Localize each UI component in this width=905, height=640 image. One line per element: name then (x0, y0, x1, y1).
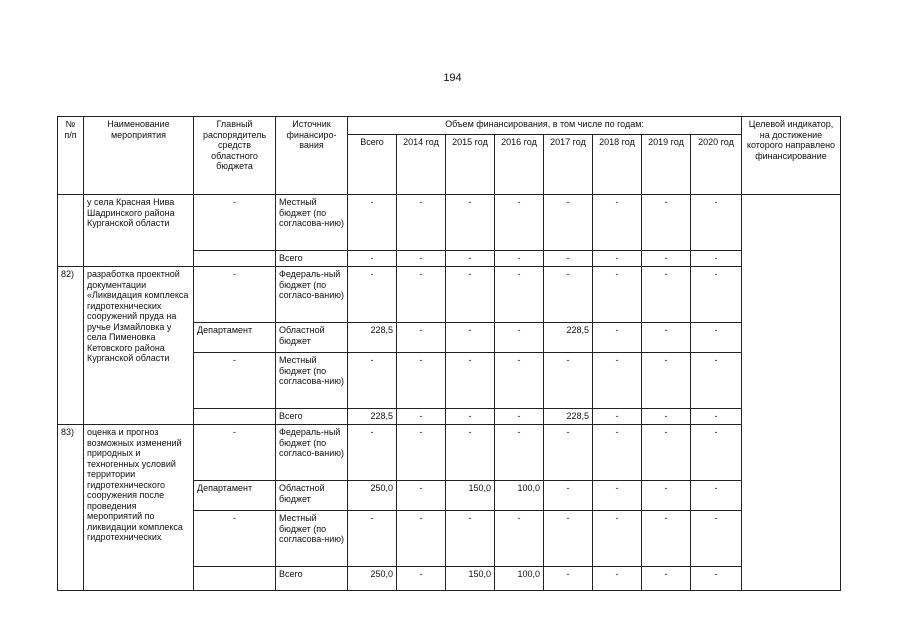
value-cell: - (691, 511, 742, 567)
value-cell: - (544, 195, 593, 251)
value-cell: - (446, 409, 495, 425)
value-cell: 150,0 (446, 567, 495, 591)
source-cell: Областной бюджет (276, 481, 348, 511)
value-cell: 250,0 (348, 567, 397, 591)
value-cell: - (691, 425, 742, 481)
value-cell: - (446, 511, 495, 567)
value-cell: - (642, 511, 691, 567)
value-cell: - (495, 353, 544, 409)
value-cell: - (691, 481, 742, 511)
value-cell: - (642, 195, 691, 251)
value-cell: 228,5 (348, 323, 397, 353)
table-row (58, 267, 841, 323)
value-cell: - (348, 267, 397, 323)
manager-cell: - (194, 425, 276, 481)
value-cell: - (446, 425, 495, 481)
value-cell: - (544, 567, 593, 591)
col-year-header: 2019 год (642, 135, 691, 195)
col-year-header: 2015 год (446, 135, 495, 195)
value-cell: - (446, 267, 495, 323)
financing-table (57, 116, 841, 591)
value-cell: - (544, 481, 593, 511)
col-year-header: 2017 год (544, 135, 593, 195)
manager-cell: Департамент (194, 323, 276, 353)
value-cell: - (691, 251, 742, 267)
value-cell: - (348, 511, 397, 567)
value-cell: - (495, 267, 544, 323)
value-cell: - (397, 251, 446, 267)
value-cell: - (593, 425, 642, 481)
value-cell: - (593, 195, 642, 251)
col-year-header: 2018 год (593, 135, 642, 195)
value-cell: - (593, 481, 642, 511)
value-cell: - (446, 251, 495, 267)
col-name-header: Наименование мероприятия (84, 117, 194, 195)
value-cell: - (544, 425, 593, 481)
value-cell: - (544, 353, 593, 409)
value-cell: - (495, 425, 544, 481)
row-name: у села Красная Нива Шадринского района Курганской области (84, 195, 194, 267)
value-cell: - (691, 323, 742, 353)
value-cell: 228,5 (544, 323, 593, 353)
value-cell: - (495, 511, 544, 567)
value-cell: - (544, 511, 593, 567)
value-cell: - (397, 481, 446, 511)
source-cell: Всего (276, 567, 348, 591)
col-year-header: 2020 год (691, 135, 742, 195)
page-number: 194 (443, 72, 462, 84)
value-cell: - (642, 251, 691, 267)
value-cell: - (495, 251, 544, 267)
value-cell: 228,5 (348, 409, 397, 425)
col-year-header: 2016 год (495, 135, 544, 195)
manager-cell (194, 567, 276, 591)
value-cell: - (397, 195, 446, 251)
value-cell: - (397, 409, 446, 425)
manager-cell: - (194, 353, 276, 409)
row-name: оценка и прогноз возможных изменений природных и техногенных условий территории гидротехнического сооружения после проведения мероприятий по ликвидации комплекса гидротехнических (84, 425, 194, 591)
value-cell: - (691, 353, 742, 409)
value-cell: - (495, 195, 544, 251)
row-num (58, 195, 84, 267)
value-cell: - (593, 567, 642, 591)
value-cell: - (691, 267, 742, 323)
header-row-1 (58, 117, 841, 135)
value-cell: - (691, 567, 742, 591)
value-cell: - (446, 353, 495, 409)
source-cell: Областной бюджет (276, 323, 348, 353)
row-num: 83) (58, 425, 84, 591)
value-cell: - (642, 481, 691, 511)
manager-cell: Департамент (194, 481, 276, 511)
value-cell: - (397, 353, 446, 409)
col-indicator-header: Целевой индикатор, на достижение которого направлено финансирование (742, 117, 841, 195)
value-cell: - (397, 267, 446, 323)
col-year-header: 2014 год (397, 135, 446, 195)
value-cell: - (544, 267, 593, 323)
value-cell: - (642, 353, 691, 409)
value-cell: - (348, 425, 397, 481)
value-cell: - (397, 511, 446, 567)
row-name: разработка проектной документации «Ликвидация комплекса гидротехнических сооружений пруда на ручье Измайловка у села Пименовка Кетовского района Курганской области (84, 267, 194, 425)
manager-cell: - (194, 511, 276, 567)
value-cell: - (593, 267, 642, 323)
col-total-header: Всего (348, 135, 397, 195)
source-cell: Местный бюджет (по согласова-нию) (276, 511, 348, 567)
value-cell: - (446, 323, 495, 353)
source-cell: Федераль-ный бюджет (по согласо-ванию) (276, 267, 348, 323)
value-cell: - (593, 323, 642, 353)
manager-cell (194, 251, 276, 267)
table-row (58, 195, 841, 251)
col-manager-header: Главный распорядитель средств областного бюджета (194, 117, 276, 195)
value-cell: - (593, 353, 642, 409)
value-cell: - (691, 195, 742, 251)
manager-cell (194, 409, 276, 425)
value-cell: - (593, 251, 642, 267)
source-cell: Местный бюджет (по согласова-нию) (276, 195, 348, 251)
value-cell: 250,0 (348, 481, 397, 511)
value-cell: - (642, 409, 691, 425)
col-num-header: № п/п (58, 117, 84, 195)
value-cell: 100,0 (495, 481, 544, 511)
table-row (58, 425, 841, 481)
value-cell: - (397, 425, 446, 481)
value-cell: - (642, 267, 691, 323)
value-cell: - (593, 511, 642, 567)
value-cell: - (642, 567, 691, 591)
indicator-cell (742, 195, 841, 591)
value-cell: - (691, 409, 742, 425)
source-cell: Всего (276, 251, 348, 267)
value-cell: - (348, 195, 397, 251)
row-num: 82) (58, 267, 84, 425)
value-cell: 150,0 (446, 481, 495, 511)
value-cell: - (495, 323, 544, 353)
value-cell: - (348, 353, 397, 409)
value-cell: - (593, 409, 642, 425)
value-cell: - (397, 567, 446, 591)
manager-cell: - (194, 267, 276, 323)
col-source-header: Источник финансиро-вания (276, 117, 348, 195)
value-cell: 228,5 (544, 409, 593, 425)
source-cell: Всего (276, 409, 348, 425)
value-cell: - (642, 323, 691, 353)
value-cell: - (642, 425, 691, 481)
col-volume-header: Объем финансирования, в том числе по годам: (348, 117, 742, 135)
value-cell: 100,0 (495, 567, 544, 591)
source-cell: Федераль-ный бюджет (по согласо-ванию) (276, 425, 348, 481)
value-cell: - (544, 251, 593, 267)
manager-cell: - (194, 195, 276, 251)
value-cell: - (397, 323, 446, 353)
value-cell: - (495, 409, 544, 425)
value-cell: - (446, 195, 495, 251)
value-cell: - (348, 251, 397, 267)
source-cell: Местный бюджет (по согласова-нию) (276, 353, 348, 409)
